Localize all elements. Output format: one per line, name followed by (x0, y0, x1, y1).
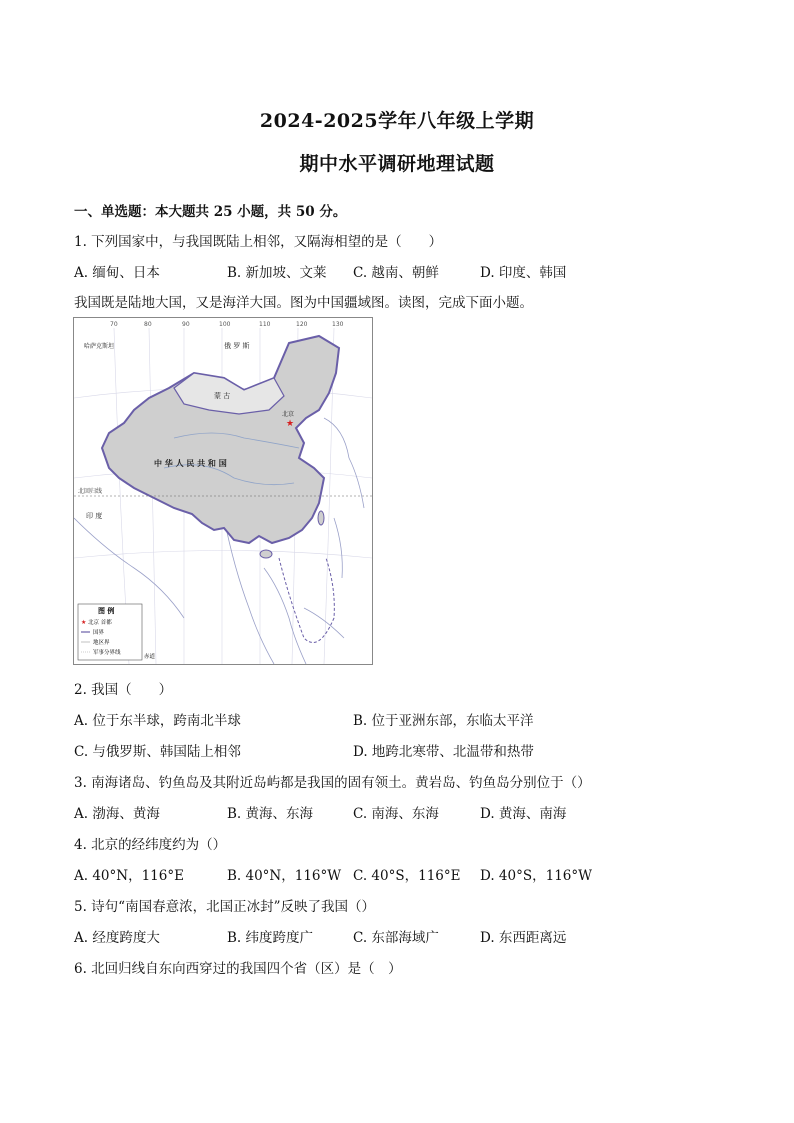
china-label: 中 华 人 民 共 和 国 (154, 459, 227, 468)
q1-option-b: B. 新加坡、文莱 (227, 265, 327, 281)
map-figure (74, 318, 372, 664)
q5-option-a: A. 经度跨度大 (74, 930, 160, 946)
lon-tick: 70 (110, 321, 118, 328)
tropic-label: 北回归线 (78, 488, 103, 495)
capital-star-icon: ★ (286, 419, 295, 429)
q2-option-b: B. 位于亚洲东部，东临太平洋 (353, 713, 534, 729)
lon-tick: 100 (219, 321, 231, 328)
q1-option-d: D. 印度、韩国 (480, 265, 567, 281)
legend-item: 国界 (93, 630, 105, 636)
china-territory (102, 336, 339, 543)
legend-item: 地区界 (93, 640, 110, 646)
lon-tick: 90 (182, 321, 190, 328)
q2-option-a: A. 位于东半球，跨南北半球 (74, 713, 241, 729)
q5-option-c: C. 东部海域广 (353, 930, 439, 946)
q1-option-c: C. 越南、朝鲜 (353, 265, 439, 281)
q3-option-a: A. 渤海、黄海 (74, 806, 160, 822)
lon-tick: 80 (144, 321, 152, 328)
question-6-stem: 6. 北回归线自东向西穿过的我国四个省（区）是（ ） (74, 961, 402, 977)
legend-item: 军事分界线 (93, 650, 121, 656)
map-legend (78, 604, 142, 660)
q2-option-c: C. 与俄罗斯、韩国陆上相邻 (74, 744, 241, 760)
q5-option-b: B. 纬度跨度广 (227, 930, 314, 946)
passage-intro: 我国既是陆地大国，又是海洋大国。图为中国疆域图。读图，完成下面小题。 (74, 295, 533, 311)
lon-tick: 110 (259, 321, 271, 328)
q4-option-c: C. 40°S，116°E (353, 868, 461, 884)
legend-item: 北京 首都 (88, 620, 112, 626)
paper-title-line2: 期中水平调研地理试题 (299, 153, 495, 175)
legend-title: 图 例 (98, 607, 115, 615)
taiwan-island (318, 511, 324, 525)
lon-tick: 130 (332, 321, 344, 328)
q4-option-b: B. 40°N，116°W (227, 868, 342, 884)
lon-tick: 120 (296, 321, 308, 328)
section-heading: 一、单选题：本大题共 25 小题，共 50 分。 (74, 204, 347, 220)
kazakhstan-label: 哈萨克斯坦 (84, 343, 115, 350)
q4-option-a: A. 40°N，116°E (74, 868, 184, 884)
q5-option-d: D. 东西距离远 (480, 930, 567, 946)
capital-label: 北京 (282, 411, 295, 418)
equator-label: 赤道 (144, 654, 156, 660)
q1-option-a: A. 缅甸、日本 (74, 265, 160, 281)
q3-option-b: B. 黄海、东海 (227, 806, 314, 822)
question-2-stem: 2. 我国（ ） (74, 682, 173, 698)
q2-option-d: D. 地跨北寒带、北温带和热带 (353, 744, 534, 760)
question-3-stem: 3. 南海诸岛、钓鱼岛及其附近岛屿都是我国的固有领土。黄岩岛、钓鱼岛分别位于（） (74, 775, 591, 791)
question-1-stem: 1. 下列国家中，与我国既陆上相邻，又隔海相望的是（ ） (74, 234, 443, 250)
hainan-island (260, 550, 272, 558)
china-territory-map (73, 317, 373, 665)
russia-label: 俄 罗 斯 (224, 342, 250, 350)
mongolia-label: 蒙 古 (214, 392, 231, 400)
paper-title-line1: 2024-2025学年八年级上学期 (259, 110, 535, 132)
legend-star-icon: ★ (81, 619, 87, 626)
q3-option-d: D. 黄海、南海 (480, 806, 567, 822)
q3-option-c: C. 南海、东海 (353, 806, 439, 822)
india-label: 印 度 (86, 512, 103, 520)
question-4-stem: 4. 北京的经纬度约为（） (74, 837, 227, 853)
question-5-stem: 5. 诗句“南国春意浓，北国正冰封”反映了我国（） (74, 899, 375, 915)
q4-option-d: D. 40°S，116°W (480, 868, 592, 884)
